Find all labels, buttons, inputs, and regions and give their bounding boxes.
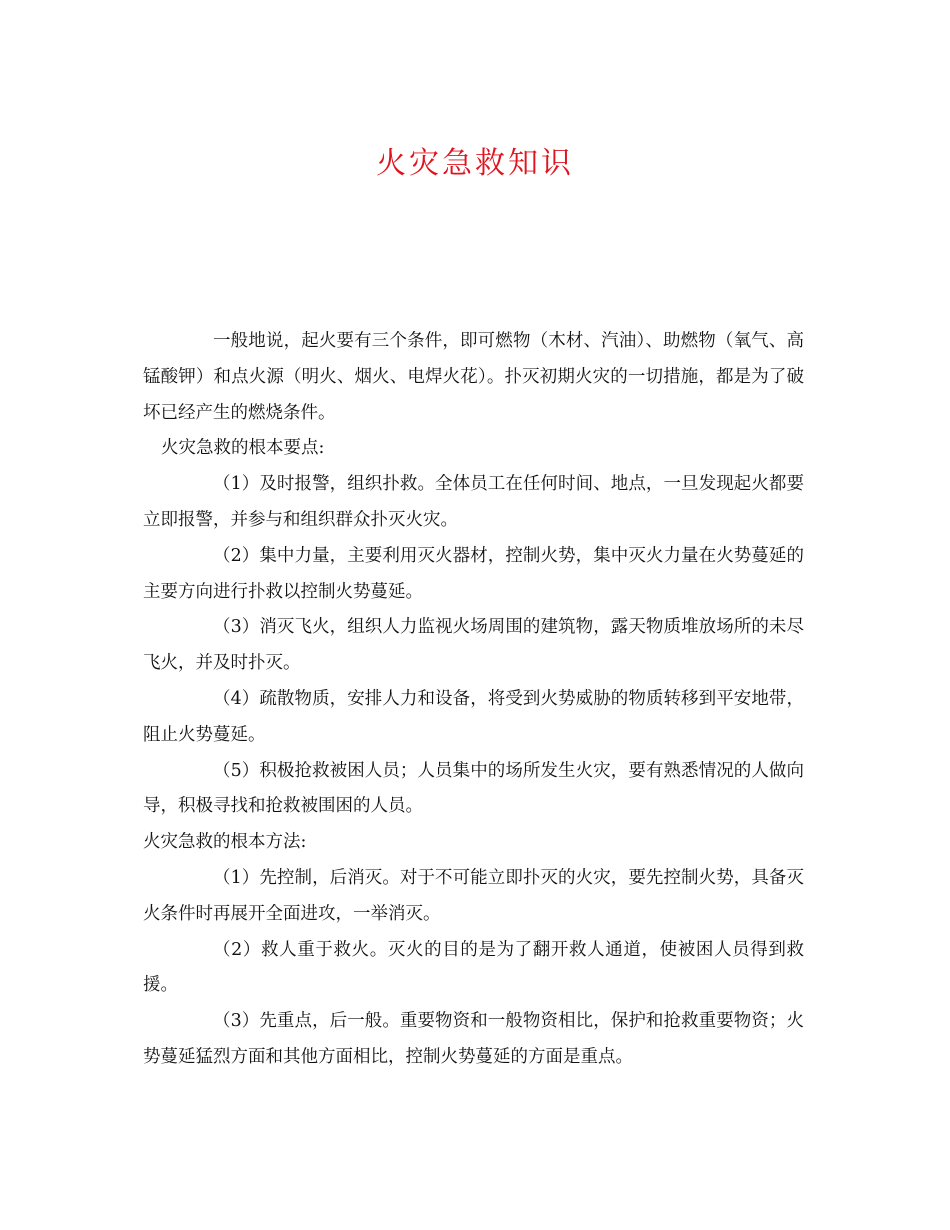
key-point-5: （5）积极抢救被困人员；人员集中的场所发生火灾，要有熟悉情况的人做向导，积极寻找和抢救被围困的人员。	[143, 760, 804, 817]
method-1: （1）先控制，后消灭。对于不可能立即扑灭的火灾，要先控制火势，具备灭火条件时再展开全面进攻，一举消灭。	[143, 867, 804, 924]
key-point-3: （3）消灭飞火，组织人力监视火场周围的建筑物，露天物质堆放场所的未尽飞火，并及时扑灭。	[143, 617, 804, 674]
methods-heading: 火灾急救的根本方法:	[143, 832, 307, 853]
key-point-4: （4）疏散物质，安排人力和设备，将受到火势威胁的物质转移到平安地带，阻止火势蔓延。	[143, 688, 804, 745]
key-points-heading: 火灾急救的根本要点:	[161, 438, 325, 459]
document-title: 火灾急救知识	[376, 146, 574, 181]
method-3: （3）先重点，后一般。重要物资和一般物资相比，保护和抢救重要物资；火势蔓延猛烈方面和其他方面相比，控制火势蔓延的方面是重点。	[143, 1011, 804, 1067]
key-point-1: （1）及时报警，组织扑救。全体员工在任何时间、地点，一旦发现起火都要立即报警，并参与和组织群众扑灭火灾。	[143, 474, 804, 530]
document-body	[143, 324, 804, 1076]
intro-paragraph: 一般地说，起火要有三个条件，即可燃物（木材、汽油）、助燃物（氧气、高锰酸钾）和点火源（明火、烟火、电焊火花）。扑灭初期火灾的一切措施，都是为了破坏已经产生的燃烧条件。	[143, 331, 804, 423]
method-2: （2）救人重于救火。灭火的目的是为了翻开救人通道，使被困人员得到救援。	[143, 939, 804, 996]
key-point-2: （2）集中力量，主要利用灭火器材，控制火势，集中灭火力量在火势蔓延的主要方向进行扑救以控制火势蔓延。	[143, 545, 804, 602]
